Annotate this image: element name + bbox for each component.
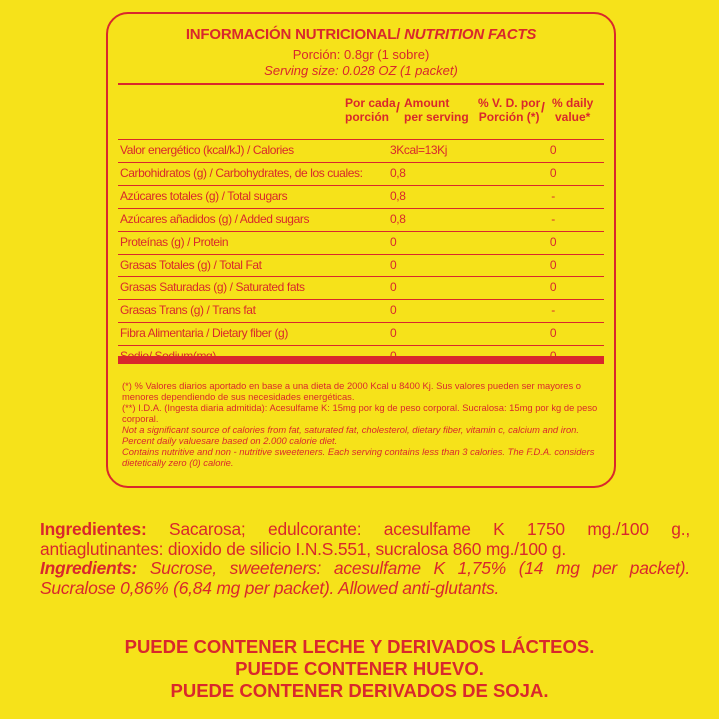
table-row (118, 208, 604, 231)
nutrient-label: Grasas Trans (g) / Trans fat (120, 303, 256, 318)
title-english: NUTRITION FACTS (404, 26, 537, 43)
footnote-daily-values: (*) % Valores diarios aportado en base a una dieta de 2000 Kcal u 8400 Kj. Sus valores pueden ser mayores o menores dependiendo de sus necesidades energéticas. (122, 380, 581, 402)
table-row (118, 139, 604, 162)
nutrient-label: Grasas Saturadas (g) / Saturated fats (120, 280, 305, 295)
table-row (118, 185, 604, 208)
amount-value: 0 (390, 257, 397, 272)
daily-value: 0 (549, 143, 557, 157)
title-spanish: INFORMACIÓN NUTRICIONAL/ (185, 26, 401, 43)
column-header-amount (404, 96, 469, 124)
ingredients-label-es: Ingredientes: (40, 519, 147, 539)
warning-soy: PUEDE CONTENER DERIVADOS DE SOJA. (170, 680, 549, 701)
ingredients-block (40, 520, 690, 598)
nutrient-label: Azúcares añadidos (g) / Added sugars (120, 211, 310, 226)
table-row (118, 322, 604, 345)
amount-value: 3Kcal=13Kj (390, 143, 448, 157)
column-header-line: value* (555, 110, 591, 124)
amount-value: 0 (390, 280, 397, 295)
table-row (118, 254, 604, 277)
table-row (118, 231, 604, 254)
nutrient-label: Valor energético (kcal/kJ) / Calories (120, 143, 294, 157)
top-rule (118, 83, 604, 85)
allergen-warnings (0, 636, 719, 702)
ingredients-label-en: Ingredients: (40, 558, 138, 578)
column-header-per-portion (345, 96, 396, 124)
nutrition-title (108, 26, 614, 43)
amount-value: 0 (390, 234, 397, 249)
amount-value: 0,8 (390, 165, 406, 180)
warning-milk: PUEDE CONTENER LECHE Y DERIVADOS LÁCTEOS. (124, 636, 595, 657)
amount-value: 0 (390, 303, 397, 318)
warning-egg: PUEDE CONTENER HUEVO. (235, 658, 484, 679)
footnotes (122, 380, 608, 468)
nutrient-label: Grasas Totales (g) / Total Fat (120, 257, 262, 272)
serving-size-text: Serving size: 0.028 OZ (1 packet) (264, 63, 458, 78)
column-header-line: Por cada (345, 96, 396, 110)
daily-value: 0 (549, 234, 557, 249)
amount-value: 0 (390, 326, 397, 341)
daily-value: - (551, 211, 555, 226)
ingredients-text-es: Sacarosa; edulcorante: acesulfame K 1750 mg./100 g., antiaglutinantes: dioxido de silicio I.N.S.551, sucralosa 860 mg./100 g. (40, 519, 690, 559)
nutrient-label: Carbohidratos (g) / Carbohydrates, de los cuales: (120, 165, 363, 180)
column-header-line: porción (345, 110, 389, 124)
footnote-ida: (**) I.D.A. (Ingesta diaria admitida): Acesulfame K: 15mg por kg de peso corporal. Sucralosa: 15mg por kg de peso corporal. (122, 402, 598, 424)
column-header-line: Porción (*) (478, 110, 540, 124)
column-header-line: per serving (404, 110, 469, 124)
nutrient-label: Proteínas (g) / Protein (120, 234, 229, 249)
daily-value: 0 (549, 280, 557, 295)
portion-text: Porción: 0.8gr (1 sobre) (292, 47, 430, 62)
table-row (118, 162, 604, 185)
amount-value: 0,8 (390, 211, 406, 226)
ingredients-text-en: Sucrose, sweeteners: acesulfame K 1,75% (14 mg per packet). Sucralose 0,86% (6,84 mg per packet). Allowed anti-glutants. (40, 558, 690, 598)
nutrient-label: Fibra Alimentaria / Dietary fiber (g) (120, 326, 288, 341)
footnote-sweeteners: Contains nutritive and non - nutritive sweeteners. Each serving contains less than 3 calories. The F.D.A. considers dietetically zero (0) calorie. (122, 446, 595, 468)
column-header-line: % V. D. por (478, 96, 541, 110)
bottom-rule (118, 356, 604, 364)
table-row (118, 276, 604, 299)
nutrition-facts-panel (106, 12, 616, 488)
daily-value: 0 (549, 326, 557, 341)
nutrient-label: Azúcares totales (g) / Total sugars (120, 188, 288, 203)
daily-value: 0 (549, 257, 557, 272)
amount-value: 0,8 (390, 188, 406, 203)
column-separator: / (396, 99, 400, 115)
column-header-line: Amount (404, 96, 450, 110)
footnote-calories-source: Not a significant source of calories from fat, saturated fat, cholesterol, dietary fiber, vitamin c, calcium and iron. Percent daily valuesare based on 2.000 calorie diet. (122, 424, 579, 446)
table-row (118, 299, 604, 322)
column-header-daily-value (552, 96, 593, 124)
daily-value: - (551, 188, 555, 203)
daily-value: - (551, 303, 555, 318)
column-separator: / (541, 99, 545, 115)
column-header-vd (478, 96, 540, 124)
column-header-line: % daily (552, 96, 594, 110)
daily-value: 0 (549, 165, 557, 180)
